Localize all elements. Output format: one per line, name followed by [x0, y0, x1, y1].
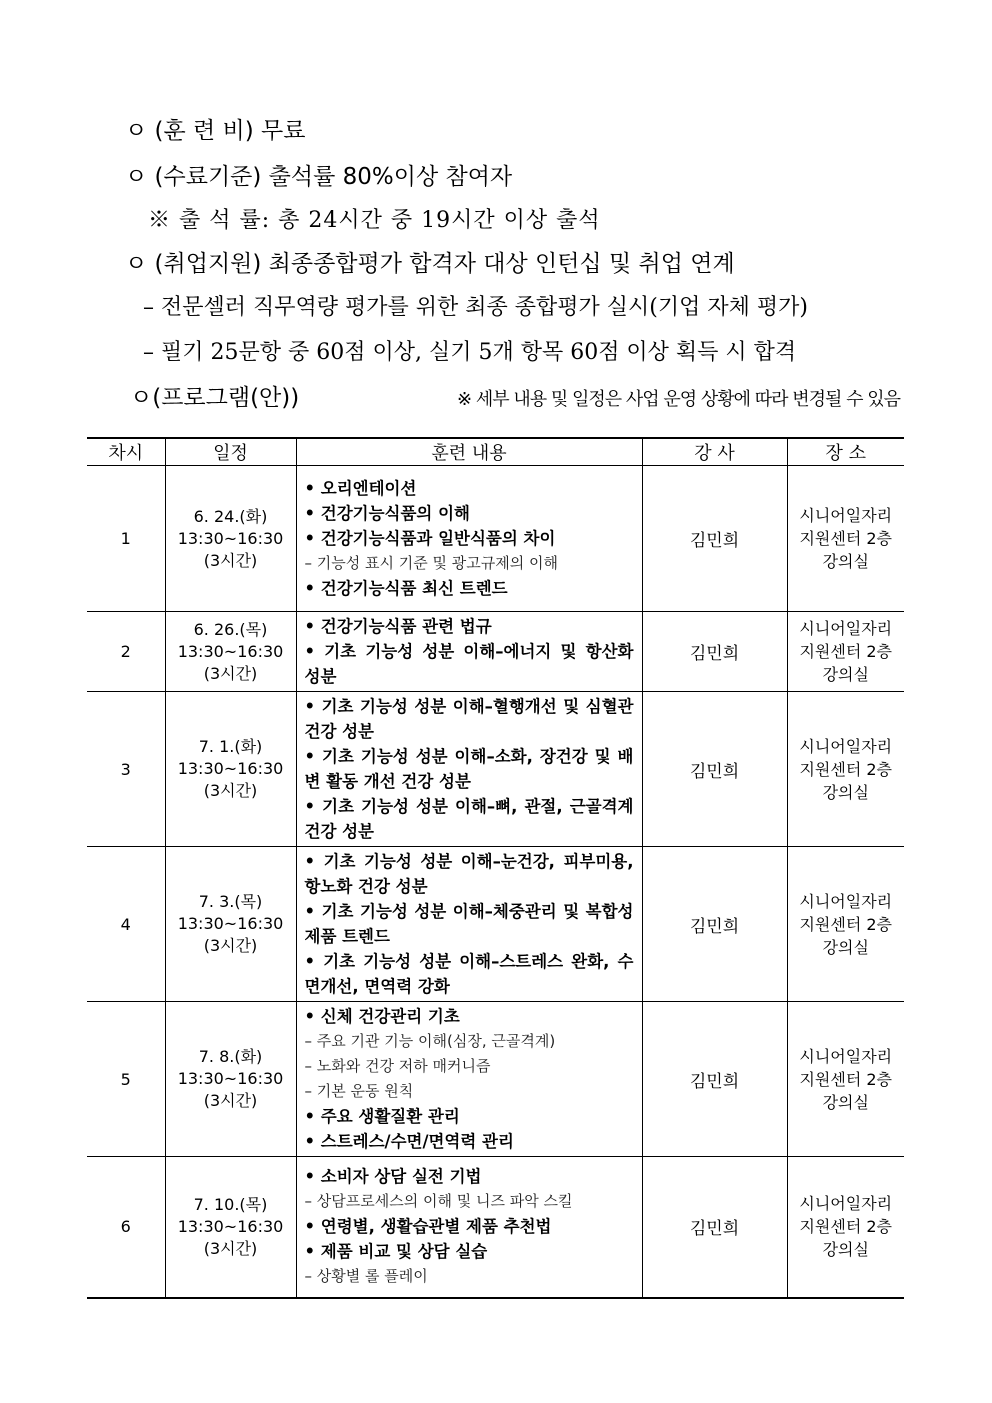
session-number: 2 — [87, 612, 165, 692]
schedule-change-note: ※ 세부 내용 및 일정은 사업 운영 상황에 따라 변경될 수 있음 — [457, 389, 900, 410]
session-content — [296, 466, 642, 612]
session-instructor: 김민희 — [642, 1157, 787, 1298]
session-number: 1 — [87, 466, 165, 612]
schedule-line: 7. 1.(화) — [198, 737, 263, 756]
place-line: 강의실 — [822, 1092, 869, 1112]
place-line: 시니어일자리 — [799, 891, 893, 911]
session-place — [787, 466, 904, 612]
session-place — [787, 847, 904, 1002]
session-schedule — [165, 612, 296, 692]
table-row — [87, 1157, 904, 1298]
table-row — [87, 466, 904, 612]
session-schedule — [165, 1157, 296, 1298]
session-place — [787, 692, 904, 847]
schedule-line: 7. 8.(화) — [198, 1047, 263, 1066]
content-subitem: – 상황별 롤 플레이 — [304, 1267, 428, 1286]
content-item: • 스트레스/수면/면역력 관리 — [304, 1132, 514, 1151]
place-line: 지원센터 2층 — [799, 759, 893, 779]
schedule-line: (3시간) — [203, 550, 258, 570]
content-subitem: – 노화와 건강 저하 매커니즘 — [304, 1057, 491, 1075]
program-heading: ㅇ(프로그램(안)) — [130, 385, 300, 411]
evaluation-detail-1: – 전문셀러 직무역량 평가를 위한 최종 종합평가 실시(기업 자체 평가) — [143, 295, 808, 320]
program-schedule-table — [87, 437, 904, 1299]
content-item: • 오리엔테이션 — [304, 479, 417, 498]
place-line: 시니어일자리 — [799, 506, 893, 525]
session-instructor: 김민희 — [642, 847, 787, 1002]
header-instructor: 강 사 — [642, 438, 787, 466]
content-item: • 기초 기능성 성분 이해–소화, 장건강 및 배변 활동 개선 건강 성분 — [304, 747, 634, 791]
session-schedule — [165, 1002, 296, 1157]
place-line: 강의실 — [822, 937, 869, 957]
completion-criteria-line: ㅇ (수료기준) 출석률 80%이상 참여자 — [125, 164, 513, 190]
place-line: 지원센터 2층 — [799, 914, 893, 934]
table-row — [87, 847, 904, 1002]
schedule-line: 7. 3.(목) — [198, 892, 263, 911]
content-subitem: – 주요 기관 기능 이해(심장, 근골격계) — [304, 1032, 556, 1050]
session-number: 6 — [87, 1157, 165, 1298]
content-item: • 기초 기능성 성분 이해–눈건강, 피부미용, 항노화 건강 성분 — [304, 852, 634, 896]
place-line: 강의실 — [822, 782, 869, 802]
session-number: 4 — [87, 847, 165, 1002]
session-schedule — [165, 847, 296, 1002]
schedule-line: 13:30~16:30 — [177, 528, 284, 548]
schedule-line: (3시간) — [203, 936, 258, 955]
schedule-line: 13:30~16:30 — [177, 1216, 284, 1236]
evaluation-detail-2: – 필기 25문항 중 60점 이상, 실기 5개 항목 60점 이상 획득 시 합격 — [143, 340, 797, 365]
session-content — [296, 1002, 642, 1157]
place-line: 지원센터 2층 — [799, 1069, 893, 1089]
session-place — [787, 1002, 904, 1157]
attendance-note: ※ 출 석 률: 총 24시간 중 19시간 이상 출석 — [148, 208, 601, 233]
session-instructor: 김민희 — [642, 1002, 787, 1157]
session-place — [787, 1157, 904, 1298]
place-line: 지원센터 2층 — [799, 1217, 893, 1237]
place-line: 강의실 — [822, 665, 869, 684]
content-subitem: – 기능성 표시 기준 및 광고규제의 이해 — [304, 554, 558, 572]
place-line: 지원센터 2층 — [799, 529, 893, 548]
session-content — [296, 692, 642, 847]
session-schedule — [165, 466, 296, 612]
session-number: 5 — [87, 1002, 165, 1157]
table-row — [87, 1002, 904, 1157]
table-row — [87, 612, 904, 692]
schedule-line: 13:30~16:30 — [177, 759, 284, 778]
schedule-line: 13:30~16:30 — [177, 641, 284, 661]
employment-support-line: ㅇ (취업지원) 최종종합평가 합격자 대상 인턴십 및 취업 연계 — [125, 251, 735, 277]
content-item: • 건강기능식품 최신 트렌드 — [304, 579, 508, 598]
session-number: 3 — [87, 692, 165, 847]
content-subitem: – 상담프로세스의 이해 및 니즈 파악 스킬 — [304, 1192, 573, 1211]
content-item: • 건강기능식품과 일반식품의 차이 — [304, 529, 556, 548]
schedule-line: 13:30~16:30 — [177, 914, 284, 933]
schedule-line: 6. 26.(목) — [193, 619, 268, 639]
content-item: • 연령별, 생활습관별 제품 추천법 — [304, 1217, 552, 1237]
place-line: 강의실 — [822, 552, 869, 571]
session-content — [296, 1157, 642, 1298]
schedule-line: 6. 24.(화) — [193, 506, 268, 526]
content-item: • 제품 비교 및 상담 실습 — [304, 1242, 488, 1262]
header-session: 차시 — [87, 438, 165, 466]
schedule-line: (3시간) — [203, 1238, 258, 1258]
table-header-row — [87, 438, 904, 466]
header-place: 장 소 — [787, 438, 904, 466]
schedule-line: 13:30~16:30 — [177, 1069, 284, 1088]
schedule-line: (3시간) — [203, 1091, 258, 1110]
content-item: • 건강기능식품 관련 법규 — [304, 617, 492, 636]
session-content — [296, 847, 642, 1002]
table-row — [87, 692, 904, 847]
session-instructor: 김민희 — [642, 692, 787, 847]
content-item: • 주요 생활질환 관리 — [304, 1107, 460, 1126]
content-item: • 기초 기능성 성분 이해–에너지 및 항산화 성분 — [304, 642, 634, 686]
session-place — [787, 612, 904, 692]
header-content: 훈련 내용 — [296, 438, 642, 466]
content-item: • 기초 기능성 성분 이해–혈행개선 및 심혈관 건강 성분 — [304, 697, 634, 741]
place-line: 시니어일자리 — [799, 619, 893, 638]
content-item: • 건강기능식품의 이해 — [304, 504, 470, 523]
schedule-line: (3시간) — [203, 663, 258, 683]
session-schedule — [165, 692, 296, 847]
session-instructor: 김민희 — [642, 612, 787, 692]
place-line: 시니어일자리 — [799, 1194, 893, 1214]
content-item: • 기초 기능성 성분 이해–체중관리 및 복합성 제품 트렌드 — [304, 902, 634, 946]
fee-line: ㅇ (훈 련 비) 무료 — [125, 118, 306, 144]
place-line: 시니어일자리 — [799, 1046, 893, 1066]
schedule-line: (3시간) — [203, 781, 258, 800]
schedule-line: 7. 10.(목) — [193, 1194, 268, 1214]
place-line: 강의실 — [822, 1240, 869, 1260]
content-item: • 기초 기능성 성분 이해–뼈, 관절, 근골격계 건강 성분 — [304, 797, 634, 841]
header-schedule: 일정 — [165, 438, 296, 466]
place-line: 지원센터 2층 — [799, 642, 893, 661]
content-item: • 신체 건강관리 기초 — [304, 1007, 460, 1026]
content-subitem: – 기본 운동 원칙 — [304, 1082, 414, 1100]
content-item: • 소비자 상담 실전 기법 — [304, 1167, 482, 1187]
place-line: 시니어일자리 — [799, 736, 893, 756]
content-item: • 기초 기능성 성분 이해–스트레스 완화, 수면개선, 면역력 강화 — [304, 952, 634, 996]
session-instructor: 김민희 — [642, 466, 787, 612]
session-content — [296, 612, 642, 692]
